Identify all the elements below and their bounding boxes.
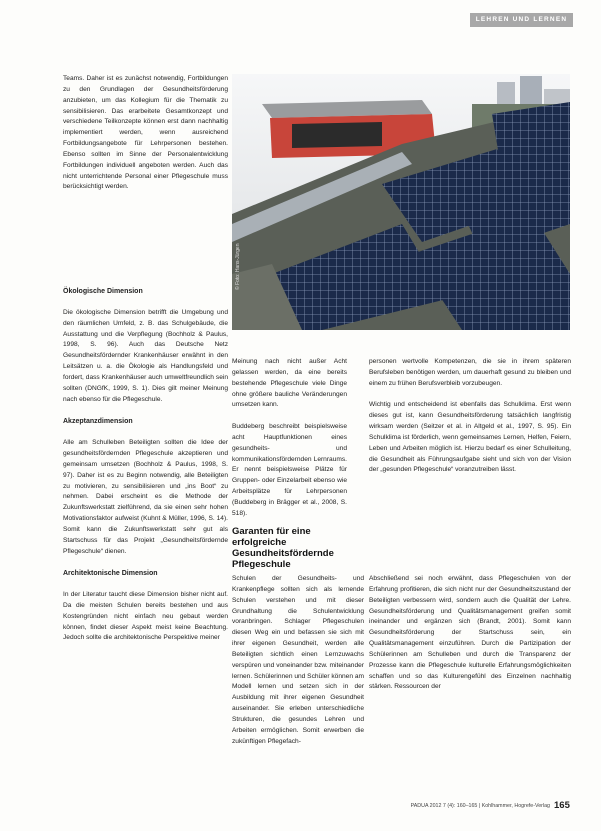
footer-citation: PADUA 2012 7 (4): 160–165 | Kohlhammer, Hogrefe-Verlag [410, 803, 550, 809]
heading-architektonische-dimension: Architektonische Dimension [63, 570, 158, 578]
paragraph: Buddeberg beschreibt beispielsweise acht Hauptfunktionen eines gesundheits- und kommunikationsfördernden Lernraums. Er nennt beispielsweise Plätze für Gruppen- oder Einzelarbeit ebenso wie Arbeitsplätze für Lehrpersonen (Buddeberg in Brägger et al., 2008, S. 518). [232, 423, 347, 517]
solar-roof-photo [232, 74, 570, 330]
column-right-top [369, 357, 571, 476]
section-heading-garanten: Garanten für eine erfolgreiche Gesundheitsfördernde Pflegeschule [232, 526, 334, 570]
paragraph: Alle am Schulleben Beteiligten sollten die Idee der gesundheitsfördernden Pflegeschule akzeptieren und gemeinsam umsetzen (Bochholz & Paulus, 1998, S. 97). Daher ist es zu Beginn notwendig, alle Beteiligten zu motivieren, zu sensibilisieren und „ins Boot“ zu nehmen. Dabei erscheint es die Methode der Zukunftswerkstatt zielführend, da sie einen sehr hohen Motivationsfaktor aufweist (Kuhnt & Müller, 1996, S. 14). Somit kann die Zukunftswerkstatt sehr gut als Startschuss für das Projekt „Gesundheitsfördernde Pflegeschule“ dienen. [63, 439, 228, 555]
column-middle-top [232, 357, 347, 520]
column-left [63, 286, 228, 644]
paragraph: Meinung nach nicht außer Acht gelassen werden, da eine bereits bestehende Pflegeschule viele Dinge ohne größere bauliche Veränderungen umsetzen kann. [232, 358, 347, 409]
section-header-badge: LEHREN UND LERNEN [470, 13, 573, 27]
paragraph: Wichtig und entscheidend ist ebenfalls das Schulklima. Erst wenn dieses gut ist, kann Gesundheitsförderung tatsächlich langfristig wirksam werden (Seitzer et al. in Altgeld et al., 1997, S. 95). Ein Schulklima ist förderlich, wenn gemeinsames Lernen, Helfen, Feiern, Leben und Arbeiten möglich ist. Hierzu bedarf es einer Schulleitung, die Gesundheit als Führungsaufgabe sieht und sich von der Vision der „gesunden Pflegeschule“ voranzutreiben lässt. [369, 401, 571, 474]
heading-akzeptanzdimension: Akzeptanzdimension [63, 418, 133, 426]
paragraph: Die ökologische Dimension betrifft die Umgebung und den räumlichen Umfeld, z. B. das Schulgebäude, die Ausstattung und die Verpflegung (Bochholz & Paulus, 1998, S. 96). Auch das Deutsche Netz Gesundheitsfördernder Krankenhäuser erwähnt in den Leitsätzen u. a. die Ökologie als Handlungsfeld und fordert, dass Krankenhäuser auch umweltfreundlich sein sollten (DNGfK, 1999, S. 1). Dies gilt meiner Meinung nach ebenso für die Pflegeschule. [63, 308, 228, 403]
paragraph: Abschließend sei noch erwähnt, dass Pflegeschulen von der Erfahrung profitieren, die sich nicht nur der Gesundheitszustand der Beteiligten verbessern wird, sondern auch die Qualität der Lehre. Gesundheitsförderung und Qualitätsmanagement greifen somit ineinander und ergänzen sich (Brandt, 2001). Somit kann Gesundheitsförderung der Startschuss sein, ein Qualitätsmanagement einzuführen. Durch die Partizipation der Schülerinnen am Schulleben und durch die Transparenz der Prozesse kann die Pflegeschule kulturelle Erfahrungsmöglichkeiten schaffen und so das Kulturengefühl des Einzelnen nachhaltig stärken. Ressourcen der [369, 575, 571, 691]
paragraph: personen wertvolle Kompetenzen, die sie in ihrem späteren Berufsleben benötigen werden, um dauerhaft gesund zu bleiben und einem zu frühen Berufsverbleib vorzubeugen. [369, 358, 571, 387]
heading-oekologische-dimension: Ökologische Dimension [63, 288, 143, 295]
page-number: 165 [554, 800, 570, 811]
paragraph: In der Literatur taucht diese Dimension bisher nicht auf. Da die meisten Schulen bereits bestehen und aus Kostengründen nicht einfach neu gebaut werden können, findet dieser Aspekt meist keine Beachtung. Jedoch sollte die architektonische Perspektive meiner [63, 591, 228, 642]
paragraph: Teams. Daher ist es zunächst notwendig, Fortbildungen zu den Grundlagen der Gesundheitsförderung anzubieten, um das Kollegium für die Thematik zu sensibilisieren. Das erarbeitete Gesamtkonzept und verschiedene Teilkonzepte können erst dann nachhaltig implementiert werden, wenn ausreichend Fortbildungsangebote für Lehrpersonen bestehen. Ebenso sollten im Sinne der Personalentwicklung Fortbildungen individuell angeboten werden. Auch das nicht unterrichtende Personal einer Pflegeschule muss berücksichtigt werden. [63, 75, 228, 191]
column-right-bottom [369, 574, 571, 693]
photo-credit: © Foto: Hans-Jürgen [235, 243, 241, 290]
paragraph: Schulen der Gesundheits- und Krankenpflege sollten sich als lernende Schulen verstehen und mit dieser Grundhaltung die Schulentwicklung voranbringen. Schlager Pflegeschulen diesen Weg ein und befassen sie sich mit ihrer eigenen Gesundheit, werden alle Beteiligten sichtlich einen Lernzuwachs verspüren und voneinander bzw. miteinander lernen. Schülerinnen und Schüler können am Modell lernen und setzen sich in der Ausbildung mit ihrer eigenen Gesundheit auseinander. Sie erleben unterschiedliche Strukturen, die gesundes Lehren und Arbeiten ermöglichen. Somit erwerben die zukünftigen Pflegefach- [232, 575, 364, 745]
column-middle-bottom [232, 574, 364, 748]
column-left-top [63, 74, 228, 193]
